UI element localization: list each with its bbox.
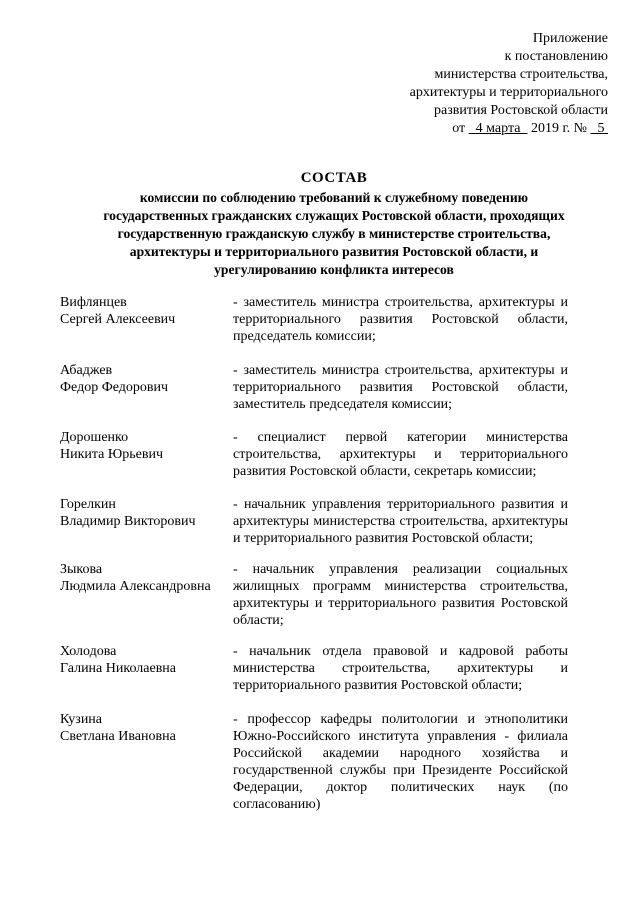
member-given-name: Владимир Викторович bbox=[60, 514, 196, 529]
member-row bbox=[60, 643, 568, 694]
member-role: - профессор кафедры политологии и этнополитики Южно-Российского института управления - филиала Российской академии народного хозяйства и государственной службы при Президенте Российской Федерации, доктор политических наук (по согласованию) bbox=[233, 712, 568, 812]
appendix-line-3: министерства строительства, bbox=[434, 67, 608, 82]
title-line-2: государственных гражданских служащих Ростовской области, проходящих bbox=[103, 208, 565, 223]
member-row bbox=[60, 496, 568, 547]
member-surname: Горелкин bbox=[60, 497, 116, 512]
member-row bbox=[60, 429, 568, 480]
document-number: 5 bbox=[597, 121, 605, 136]
title-line-4: архитектуры и территориального развития Ростовской области, и bbox=[129, 244, 539, 259]
appendix-line-1: Приложение bbox=[532, 31, 608, 46]
title-line-3: государственную гражданскую службу в министерстве строительства, bbox=[117, 226, 551, 241]
member-role: - начальник отдела правовой и кадровой работы министерства строительства, архитектуры и территориального развития Ростовской области; bbox=[233, 644, 568, 693]
member-name bbox=[60, 362, 233, 413]
member-surname: Дорошенко bbox=[60, 430, 129, 445]
member-surname: Абаджев bbox=[60, 363, 113, 378]
member-surname: Зыкова bbox=[60, 562, 103, 577]
member-row bbox=[60, 711, 568, 813]
member-given-name: Светлана Ивановна bbox=[60, 729, 176, 744]
document-title bbox=[60, 168, 608, 279]
member-row bbox=[60, 561, 568, 629]
member-role: - начальник управления реализации социальных жилищных программ министерства строительства, архитектуры и территориального развития Ростовской области; bbox=[233, 562, 568, 628]
member-name bbox=[60, 643, 233, 694]
member-name bbox=[60, 496, 233, 547]
member-role: - заместитель министра строительства, архитектуры и территориального развития Ростовской области, заместитель председателя комиссии; bbox=[233, 363, 568, 412]
member-given-name: Сергей Алексеевич bbox=[60, 312, 176, 327]
appendix-line-4: архитектуры и территориального bbox=[409, 85, 608, 100]
title-line-5: урегулированию конфликта интересов bbox=[214, 262, 454, 277]
member-given-name: Федор Федорович bbox=[60, 380, 169, 395]
member-role: - начальник управления территориального развития и архитектуры министерства строительства, архитектуры и территориального развития Ростовской области; bbox=[233, 497, 568, 546]
member-name bbox=[60, 561, 233, 629]
document-date: 4 марта bbox=[475, 121, 521, 136]
member-row bbox=[60, 362, 568, 413]
appendix-header bbox=[348, 30, 608, 138]
member-given-name: Никита Юрьевич bbox=[60, 447, 164, 462]
title-line-1: комиссии по соблюдению требований к служебному поведению bbox=[139, 190, 529, 205]
commission-members-list bbox=[60, 294, 568, 813]
member-given-name: Людмила Александровна bbox=[60, 579, 211, 594]
number-prefix: № bbox=[573, 121, 587, 136]
member-role: - заместитель министра строительства, архитектуры и территориального развития Ростовской области, председатель комиссии; bbox=[233, 295, 568, 344]
member-name bbox=[60, 294, 233, 345]
appendix-line-5: развития Ростовской области bbox=[434, 103, 608, 118]
member-name bbox=[60, 429, 233, 480]
member-name bbox=[60, 711, 233, 813]
title-heading: СОСТАВ bbox=[300, 170, 368, 186]
member-surname: Вифлянцев bbox=[60, 295, 127, 310]
member-given-name: Галина Николаевна bbox=[60, 661, 177, 676]
member-surname: Холодова bbox=[60, 644, 117, 659]
appendix-line-2: к постановлению bbox=[504, 49, 608, 64]
appendix-date-line bbox=[348, 120, 608, 138]
member-row bbox=[60, 294, 568, 345]
date-prefix: от bbox=[452, 121, 466, 136]
member-role: - специалист первой категории министерства строительства, архитектуры и территориального развития Ростовской области, секретарь комиссии; bbox=[233, 430, 568, 479]
member-surname: Кузина bbox=[60, 712, 103, 727]
document-year: 2019 г. bbox=[530, 121, 571, 136]
